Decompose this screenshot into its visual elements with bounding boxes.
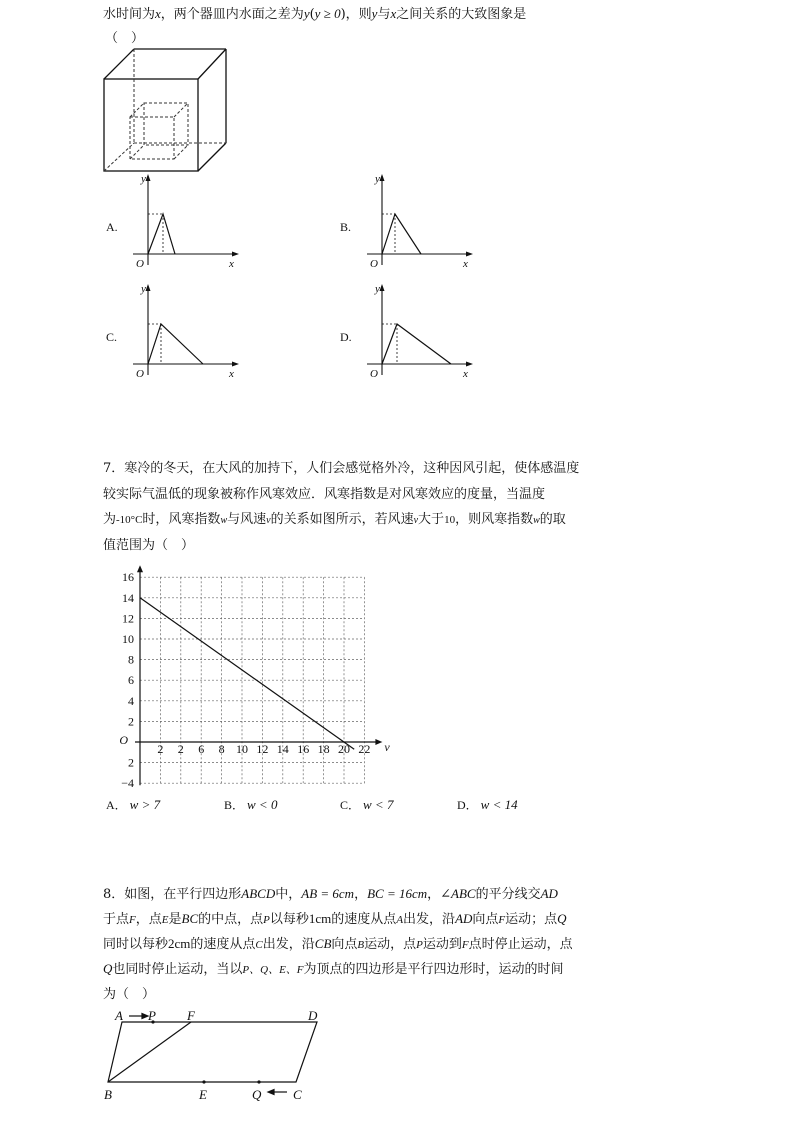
q6-option-b-label[interactable]: B. xyxy=(340,220,352,234)
q8-parallelogram-figure xyxy=(100,1005,330,1117)
x-tick-label: 22 xyxy=(358,742,371,756)
origin-label: O xyxy=(119,733,128,747)
q7-line-3: 为-10°C时，风寒指数w与风速v的关系如图所示，若风速v大于10，则风寒指数w的取 xyxy=(103,512,566,527)
q8-line-3: 同时以每秒2cm的速度从点C出发，沿CB向点B运动，点P运动到F点时停止运动，点 xyxy=(103,936,573,952)
x-tick-label: 8 xyxy=(218,742,225,756)
y-axis-arrow xyxy=(137,565,143,572)
x-tick-label: 12 xyxy=(256,742,269,756)
q6-b-axis-x: x xyxy=(463,258,468,270)
q7-line-2: 较实际气温低的现象被称作风寒效应．风寒指数是对风寒效应的度量，当温度 xyxy=(103,487,546,502)
series-line xyxy=(140,598,354,749)
q6-option-a-label[interactable]: A. xyxy=(106,220,118,234)
q7-line-4: 值范围为（ ） xyxy=(103,538,195,553)
q6-option-c-label[interactable]: C. xyxy=(106,330,118,344)
pt-p: P xyxy=(148,1008,156,1023)
pt-q: Q xyxy=(252,1087,262,1102)
x-tick-label: 18 xyxy=(317,742,330,756)
pt-c: C xyxy=(293,1087,302,1102)
q6-var-x2: x xyxy=(390,6,397,21)
q6-a-axis-x: x xyxy=(229,258,234,270)
q6-d-axis-x: x xyxy=(463,368,468,380)
q6-text-c: ，则 xyxy=(345,7,372,22)
y-tick-label: −4 xyxy=(121,776,134,791)
y-tick-label: 14 xyxy=(122,590,134,605)
q6-answer-paren: （ ） xyxy=(105,31,145,46)
q6-option-d-label[interactable]: D. xyxy=(340,330,352,344)
q6-c-axis-y: y xyxy=(141,283,146,295)
pt-d: D xyxy=(308,1008,318,1023)
q7-option-d[interactable]: D． w < 14 xyxy=(457,797,518,812)
q7-line-1: 7．寒冷的冬天，在大风的加持下，人们会感觉格外冷，这种因风引起，使体感温度 xyxy=(103,461,580,476)
q6-text-d: 之间关系的大致图象是 xyxy=(396,7,527,22)
q8-line-4: Q也同时停止运动，当以P、Q、E、F为顶点的四边形是平行四边形时，运动的时间 xyxy=(103,961,564,977)
q6-var-y: y xyxy=(303,6,310,21)
q6-condition: (y ≥ 0) xyxy=(309,6,346,22)
q6-a-origin: O xyxy=(136,258,144,270)
q6-option-a-graph[interactable] xyxy=(128,170,243,270)
q6-d-origin: O xyxy=(370,368,378,380)
pt-b: B xyxy=(104,1087,112,1102)
q6-option-d-graph[interactable] xyxy=(362,280,477,380)
q6-var-x: x xyxy=(155,6,161,21)
q6-container-figure xyxy=(100,45,230,175)
q6-b-origin: O xyxy=(370,258,378,270)
q7-option-b[interactable]: B． w < 0 xyxy=(224,797,278,812)
q6-option-c-graph[interactable] xyxy=(128,280,243,380)
q6-stem-line xyxy=(103,5,526,24)
x-tick-label: 10 xyxy=(236,742,248,756)
y-tick-label: 10 xyxy=(122,632,134,646)
y-tick-label: 16 xyxy=(122,570,134,585)
x-tick-label: 6 xyxy=(198,742,205,756)
q6-d-axis-y: y xyxy=(375,283,380,295)
x-tick-label: 2 xyxy=(157,742,164,756)
pt-a: A xyxy=(115,1008,123,1023)
q6-c-origin: O xyxy=(136,368,144,380)
q7-option-c[interactable]: C． w < 7 xyxy=(340,797,394,812)
q7-option-a[interactable]: A． w > 7 xyxy=(106,797,161,812)
x-tick-label: 16 xyxy=(297,742,310,756)
x-tick-label: 2 xyxy=(177,742,184,756)
q6-text-b: ，两个器皿内水面之差为 xyxy=(160,7,304,22)
pt-e: E xyxy=(199,1087,207,1102)
q8-line-5: 为（ ） xyxy=(103,987,156,1002)
y-tick-label: 4 xyxy=(128,693,134,708)
q7-wind-chill-chart xyxy=(100,565,390,791)
q6-text-a: 水时间为 xyxy=(103,7,156,22)
parallelogram-abcd xyxy=(108,1022,317,1082)
q6-var-y2: y xyxy=(371,6,378,21)
pt-f: F xyxy=(187,1008,195,1023)
x-tick-label: 20 xyxy=(338,742,350,756)
y-tick-label: 2 xyxy=(128,714,134,729)
y-tick-label: 6 xyxy=(128,673,134,688)
y-tick-label: 2 xyxy=(128,755,134,770)
q6-c-axis-x: x xyxy=(229,368,234,380)
x-axis-label: v xyxy=(384,740,390,754)
x-axis-arrow xyxy=(375,739,382,745)
q6-option-b-graph[interactable] xyxy=(362,170,477,270)
y-tick-label: 12 xyxy=(122,611,134,626)
y-tick-label: 8 xyxy=(128,652,134,667)
q6-a-axis-y: y xyxy=(141,173,146,185)
q8-line-1: 8．如图，在平行四边形ABCD中，AB = 6cm，BC = 16cm，∠ABC的平分线交AD xyxy=(103,886,558,902)
q6-b-axis-y: y xyxy=(375,173,380,185)
q8-line-2: 于点F，点E是BC的中点，点P以每秒1cm的速度从点A出发，沿AD向点F运动；点Q xyxy=(103,911,567,927)
q6-and: 与 xyxy=(377,7,391,22)
x-tick-label: 14 xyxy=(276,742,289,756)
